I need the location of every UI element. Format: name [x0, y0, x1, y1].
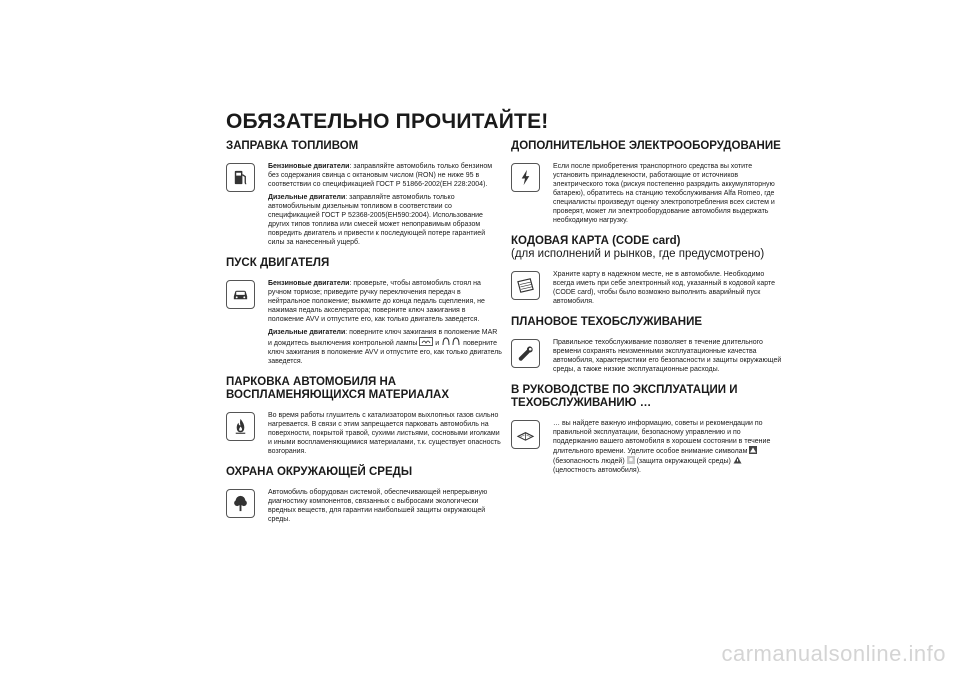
watermark: carmanualsonline.info: [721, 641, 946, 666]
section-heading-parking: ПАРКОВКА АВТОМОБИЛЯ НА ВОСПЛАМЕНЯЮЩИХСЯ МАТЕРИАЛАХ: [226, 376, 450, 401]
lightning-icon: [511, 163, 540, 192]
section-code-card: [511, 235, 786, 310]
section-parking: [226, 376, 502, 460]
fuel-pump-icon: [226, 163, 255, 192]
manual-text-a: … вы найдете важную информацию, советы и рекомендации по правильной эксплуатации, безопасному управлению и по поддержанию вашего автомобиля в хорошем состоянии в течение длительного времени. Уделите особое внимание символам: [553, 420, 771, 455]
section-environment: [226, 466, 502, 528]
section-heading-fuel: ЗАПРАВКА ТОПЛИВОМ: [226, 140, 359, 152]
section-heading-maintenance: ПЛАНОВОЕ ТЕХОБСЛУЖИВАНИЕ: [511, 316, 703, 328]
section-maintenance: [511, 316, 786, 378]
maintenance-text: Правильное техобслуживание позволяет в течение длительного времени сохранять неизменными эксплуатационные качества автомобиля, характеристики его безопасности и защиты окружающей среды, а также низкие эксплуатационные расходы.: [553, 339, 782, 373]
section-start: [226, 257, 502, 370]
start-petrol-text: : проверьте, чтобы автомобиль стоял на ручном тормозе; приведите ручку переключения передач в нейтральное положение; выжмите до конца педаль сцепления, не нажимая педаль акселератора; поверните ключ зажигания в положение AVV и отпустите его, как только двигатель заведется.: [268, 280, 485, 323]
electrical-text: Если после приобретения транспортного средства вы хотите установить принадлежности, работающие от источников электрического тока (рискуя постепенно разрядить аккумуляторную батарею), обратитесь на станцию техобслуживания Alfa Romeo, где специалисты произведут оценку электропотребления всех систем и проверят, может ли электрооборудование автомобиля выдержать необходимую нагрузку.: [553, 163, 775, 224]
section-heading-manual: В РУКОВОДСТВЕ ПО ЭКСПЛУАТАЦИИ И ТЕХОБСЛУЖИВАНИЮ …: [511, 384, 738, 409]
glow-plug-lamp-icon: [419, 337, 433, 346]
parking-text: Во время работы глушитель с катализатором выхлопных газов сильно нагревается. В связи с этим запрещается парковать автомобиль на поверхности, покрытой травой, сухими листьями, сосновыми иголками и иными воспламеняющимися материалами, т.к. существует опасность возгорания.: [268, 412, 501, 455]
fuel-diesel-label: Дизельные двигатели: [268, 194, 346, 201]
code-card-title: КОДОВАЯ КАРТА (CODE card): [511, 235, 681, 247]
section-fuel: [226, 140, 502, 251]
fuel-petrol-text: : заправляйте автомобиль только бензином без содержания свинца с октановым числом (RON) не ниже 95 в соответствии со спецификацией ГОСТ Р 51866-2002(EH 228:2004).: [268, 163, 493, 188]
manual-text-b: (безопасность людей): [553, 458, 625, 465]
environment-text: Автомобиль оборудован системой, обеспечивающей непрерывную диагностику компонентов, связанных с выбросами экологически вредных веществ, для гарантии наибольшей защиты окружающей среды.: [268, 489, 488, 523]
manual-text-c: (защита окружающей среды): [636, 458, 731, 465]
section-heading-start: ПУСК ДВИГАТЕЛЯ: [226, 257, 330, 269]
section-electrical: [511, 140, 786, 229]
left-column: [226, 140, 502, 534]
diesel-coil-lamp-icon: [441, 337, 461, 346]
environment-protection-icon: [627, 456, 635, 464]
car-icon: [226, 280, 255, 309]
tree-icon: [226, 489, 255, 518]
fire-icon: [226, 412, 255, 441]
code-card-subtitle: (для исполнений и рынков, где предусмотрено): [511, 248, 765, 260]
fuel-diesel-text: : заправляйте автомобиль только автомобильным дизельным топливом в соответствии со спецификацией ГОСТ Р 52368-2005(EH590:2004). Использование других типов топлива или смесей может непоправимым образом повредить двигатель и привести к последующей потере гарантией силы за нанесенный ущерб.: [268, 194, 486, 246]
section-heading-electrical: ДОПОЛНИТЕЛЬНОЕ ЭЛЕКТРООБОРУДОВАНИЕ: [511, 140, 781, 152]
start-diesel-text-b: поверните ключ зажигания в положение AVV и отпустите его, как только двигатель заведется.: [268, 340, 502, 365]
right-column: [511, 140, 786, 485]
section-manual: [511, 384, 786, 479]
fuel-petrol-label: Бензиновые двигатели: [268, 163, 350, 170]
page-title: ОБЯЗАТЕЛЬНО ПРОЧИТАЙТЕ!: [226, 110, 549, 133]
card-icon: [511, 271, 540, 300]
book-icon: [511, 420, 540, 449]
section-heading-environment: ОХРАНА ОКРУЖАЮЩЕЙ СРЕДЫ: [226, 466, 413, 478]
manual-text-d: (целостность автомобиля).: [553, 467, 641, 474]
start-diesel-and: и: [435, 340, 440, 347]
section-heading-code-card: [511, 235, 786, 261]
start-diesel-label: Дизельные двигатели: [268, 329, 346, 336]
start-diesel-text-a: : поверните ключ зажигания в положение MAR и дождитесь выключения контрольной лампы: [268, 329, 498, 347]
vehicle-integrity-icon: [733, 456, 742, 464]
people-safety-icon: [749, 446, 757, 454]
code-card-text: Храните карту в надежном месте, не в автомобиле. Необходимо всегда иметь при себе электронный код, указанный в кодовой карте (CODE card), чтобы было возможно выполнить аварийный пуск автомобиля.: [553, 271, 776, 305]
start-petrol-label: Бензиновые двигатели: [268, 280, 350, 287]
wrench-icon: [511, 339, 540, 368]
